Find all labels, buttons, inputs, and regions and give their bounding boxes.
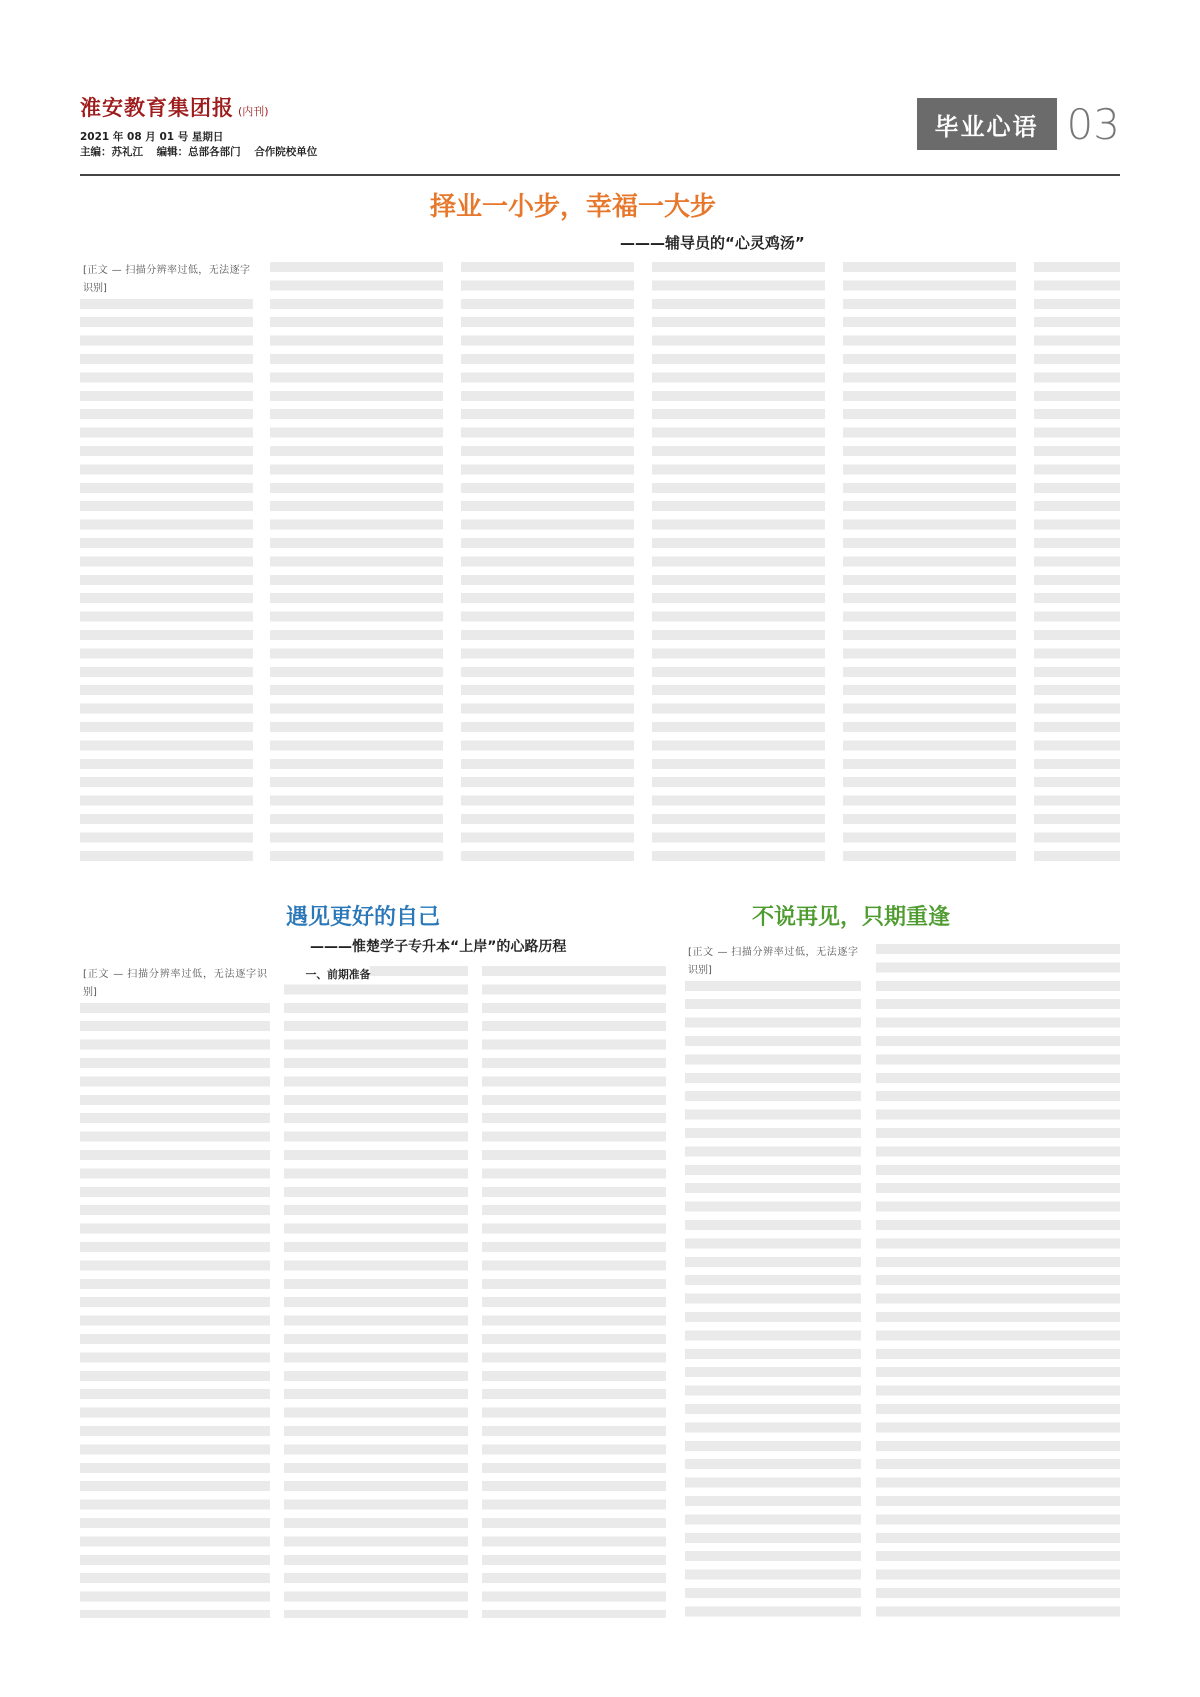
article1-subtitle: ———辅导员的“心灵鸡汤” [620, 234, 805, 252]
issue-date: 2021 年 08 月 01 号 星期日 [80, 131, 224, 143]
partner-schools: 合作院校单位 [254, 146, 318, 158]
article1-column-6 [1034, 262, 1120, 862]
article1-title: 择业一小步，幸福一大步 [430, 192, 717, 222]
masthead-rule [80, 174, 1120, 176]
body-text-note: [正文 — 扫描分辨率过低，无法逐字识别] [685, 944, 861, 981]
article1-column-5 [843, 262, 1016, 862]
editor-credits [80, 145, 327, 160]
article3-column-2 [876, 944, 1120, 1618]
logo-subtitle: (内刊) [238, 105, 269, 118]
newspaper-logo [80, 92, 269, 118]
section-tag [917, 98, 1120, 150]
body-text-placeholder [876, 944, 1120, 1618]
section-label: 毕业心语 [917, 98, 1057, 150]
article2-column-1 [80, 966, 270, 1618]
body-text-placeholder [843, 262, 1016, 862]
body-text-placeholder [80, 262, 253, 862]
editors: 编辑：总部各部门 [156, 146, 241, 158]
body-text-placeholder [1034, 262, 1120, 862]
body-text-placeholder [80, 966, 270, 1618]
body-text-placeholder [482, 966, 666, 1618]
body-text-placeholder [652, 262, 825, 862]
article2-title: 遇见更好的自己 [286, 905, 441, 930]
page-number: 03 [1066, 99, 1120, 149]
article1-column-1 [80, 262, 253, 862]
section-heading: 一、前期准备 [284, 966, 370, 984]
body-text-placeholder [461, 262, 634, 862]
body-text-note: [正文 — 扫描分辨率过低，无法逐字识别] [80, 966, 270, 1003]
article1-column-4 [652, 262, 825, 862]
body-text-placeholder [685, 944, 861, 1618]
body-text-note: [正文 — 扫描分辨率过低，无法逐字识别] [80, 262, 253, 299]
issue-meta [80, 130, 327, 160]
body-text-placeholder [270, 262, 443, 862]
body-text-placeholder [284, 966, 468, 1618]
article2-column-3 [482, 966, 666, 1618]
logo-title: 淮安教育集团报 [80, 95, 234, 120]
chief-editor: 主编：苏礼江 [80, 146, 143, 158]
masthead [80, 92, 1120, 182]
article3-column-1 [685, 944, 861, 1618]
article1-column-3 [461, 262, 634, 862]
article2-subtitle: ———惟楚学子专升本“上岸”的心路历程 [310, 939, 567, 955]
article2-column-2 [284, 966, 468, 1618]
article3-title: 不说再见，只期重逢 [752, 905, 951, 930]
article1-column-2 [270, 262, 443, 862]
